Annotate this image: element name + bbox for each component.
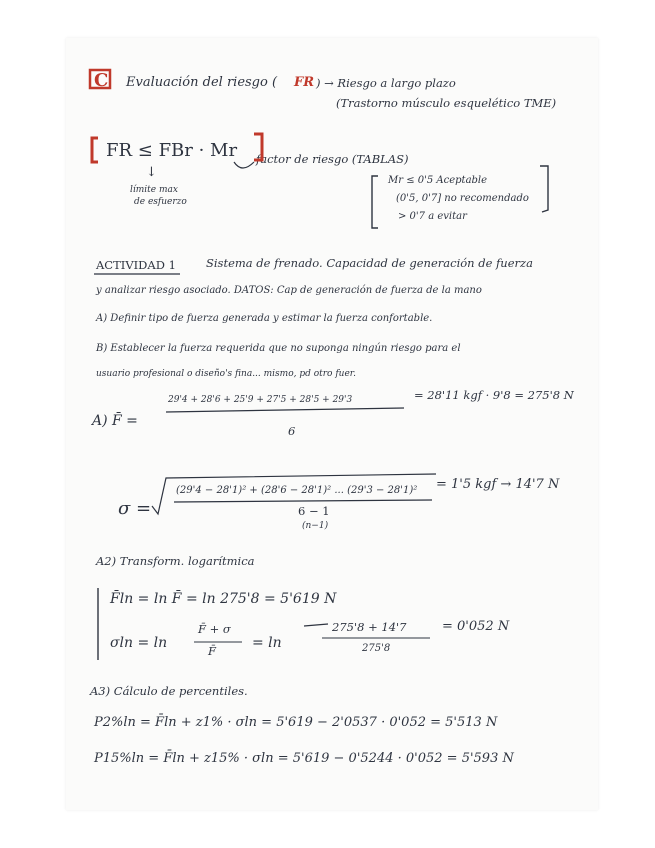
activity-item-b-continued: usuario profesional o diseño's fina... mismo, pd otro fuer. xyxy=(96,369,356,379)
header-red-box xyxy=(90,70,110,91)
formula-limit-label-1: límite max xyxy=(130,185,178,195)
a2-line-2-mid: = ln xyxy=(252,635,282,651)
mean-denominator: 6 xyxy=(288,424,296,438)
header-box-letter: C xyxy=(94,70,109,91)
a2-denominator: 275'8 xyxy=(362,643,391,654)
sigma-result: = 1'5 kgf → 14'7 N xyxy=(436,477,560,492)
sigma-numerator: (29'4 − 28'1)² + (28'6 − 28'1)² ... (29'3 − 28'1)² xyxy=(176,485,418,496)
notebook-page xyxy=(66,38,598,810)
header-title-prefix: Evaluación del riesgo ( xyxy=(126,75,278,90)
a2-result: = 0'052 N xyxy=(442,619,510,634)
sigma-denominator: 6 − 1 xyxy=(298,504,330,518)
mean-result: = 28'11 kgf · 9'8 = 275'8 N xyxy=(414,388,574,402)
cases-left-brace xyxy=(372,176,378,228)
a2-numerator: 275'8 + 14'7 xyxy=(332,620,407,634)
sigma-note: (n−1) xyxy=(302,521,329,531)
a2-line-1: F̄ln = ln F̄ = ln 275'8 = 5'619 N xyxy=(110,591,337,607)
activity-line-1: Sistema de frenado. Capacidad de generación de fuerza xyxy=(206,256,533,270)
pen-strokes xyxy=(66,38,598,810)
activity-item-a: A) Definir tipo de fuerza generada y estimar la fuerza confortable. xyxy=(96,313,433,324)
formula-lhs: FR ≤ FBr · Mr xyxy=(106,140,238,161)
a2-crossed-out xyxy=(304,624,328,626)
formula-risk-factor: factor de riesgo (TABLAS) xyxy=(256,152,409,166)
mean-fraction-bar xyxy=(166,408,404,412)
activity-item-b: B) Establecer la fuerza requerida que no suponga ningún riesgo para el xyxy=(96,343,461,354)
a2-line-2-lhs: σln = ln xyxy=(110,635,168,651)
header-title-suffix: ) → Riesgo a largo plazo xyxy=(316,76,456,90)
header-title-fr: FR xyxy=(294,75,315,90)
activity-heading: ACTIVIDAD 1 xyxy=(96,258,176,272)
formula-case-2: (0'5, 0'7] no recomendado xyxy=(396,193,529,204)
a2-frac-denominator: F̄ xyxy=(208,644,216,658)
formula-case-3: > 0'7 a evitar xyxy=(398,211,467,222)
a3-heading: A3) Cálculo de percentiles. xyxy=(90,684,248,698)
formula-limit-label-2: de esfuerzo xyxy=(134,197,187,207)
a3-p2: P2%ln = F̄ln + z1% · σln = 5'619 − 2'0537 · 0'052 = 5'513 N xyxy=(94,715,498,730)
formula-case-1: Mr ≤ 0'5 Aceptable xyxy=(388,175,488,186)
formula-arrow-down: ↓ xyxy=(146,165,157,180)
cases-right-brace xyxy=(540,166,548,212)
formula-left-bracket xyxy=(92,138,98,162)
sigma-label: σ = xyxy=(118,498,152,519)
mean-numerator: 29'4 + 28'6 + 25'9 + 27'5 + 28'5 + 29'3 xyxy=(168,395,353,405)
risk-factor-arrow xyxy=(234,162,254,168)
mean-label: A) F̄ = xyxy=(92,413,138,429)
a2-heading: A2) Transform. logarítmica xyxy=(96,554,255,568)
a2-frac-numerator: F̄ + σ xyxy=(198,622,231,636)
header-subtitle: (Trastorno músculo esquelético TME) xyxy=(336,96,557,110)
sigma-fraction-bar xyxy=(174,500,432,502)
sigma-sqrt-sign xyxy=(152,474,436,514)
a3-p15: P15%ln = F̄ln + z15% · σln = 5'619 − 0'5244 · 0'052 = 5'593 N xyxy=(94,751,514,766)
activity-line-2: y analizar riesgo asociado. DATOS: Cap de generación de fuerza de la mano xyxy=(96,285,482,296)
formula-right-bracket xyxy=(254,134,262,160)
